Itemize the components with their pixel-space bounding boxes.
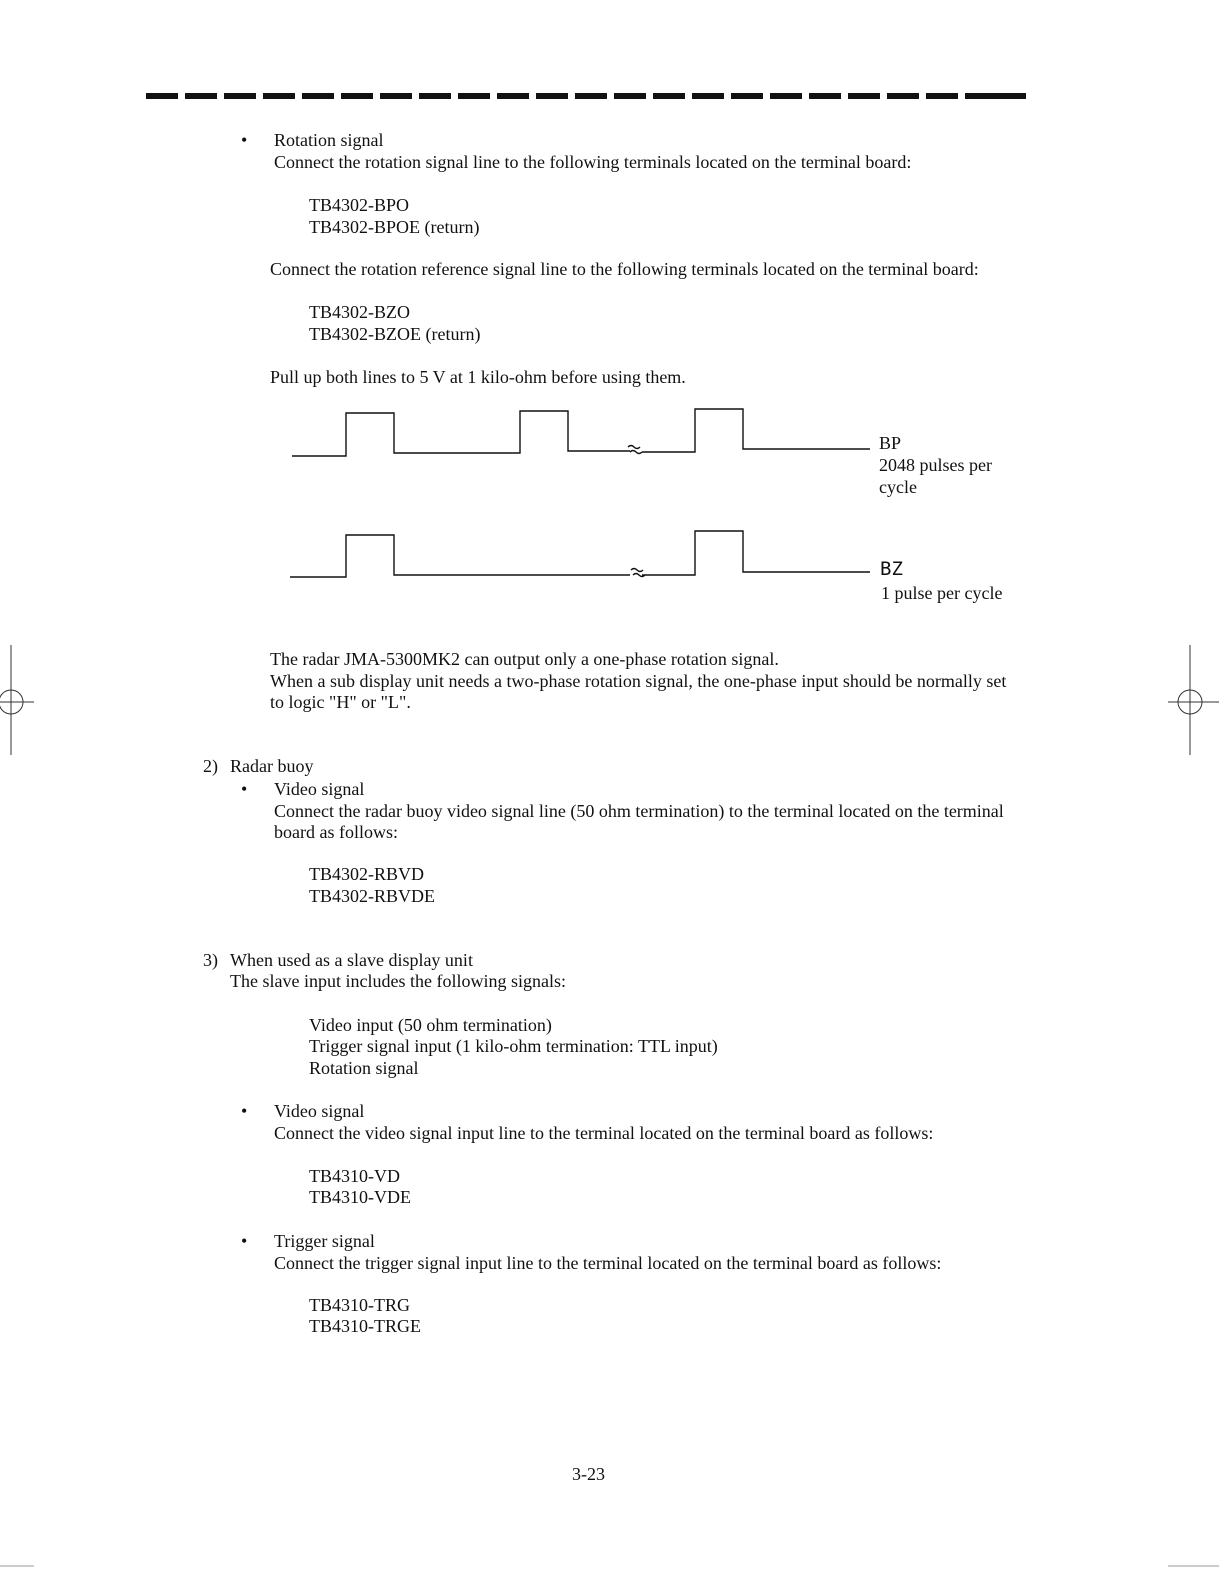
section3-title: When used as a slave display unit bbox=[230, 950, 473, 970]
pulse-waveform-diagram bbox=[0, 0, 1219, 620]
terminal-bzo: TB4302-BZO bbox=[309, 302, 410, 322]
bullet-icon: • bbox=[241, 779, 248, 799]
slave-trigger-text: Connect the trigger signal input line to the terminal located on the terminal board as follows: bbox=[274, 1253, 942, 1273]
radar-buoy-text-line1: Connect the radar buoy video signal line (50 ohm termination) to the terminal located on the terminal bbox=[274, 801, 1004, 821]
terminal-trge: TB4310-TRGE bbox=[309, 1316, 421, 1336]
terminal-bpo: TB4302-BPO bbox=[309, 195, 410, 215]
slave-video-text: Connect the video signal input line to the terminal located on the terminal board as follows: bbox=[274, 1123, 934, 1143]
rotation-signal-title: Rotation signal bbox=[274, 130, 384, 150]
bz-waveform bbox=[290, 535, 630, 577]
bottom-trim-marks bbox=[0, 1560, 1219, 1582]
bp-label: BP bbox=[879, 433, 902, 453]
terminal-bpoe: TB4302-BPOE (return) bbox=[309, 217, 480, 237]
radar-buoy-video-title: Video signal bbox=[274, 779, 365, 799]
slave-signal-item: Rotation signal bbox=[309, 1058, 419, 1078]
bp-break-mark-icon bbox=[628, 446, 642, 454]
slave-video-title: Video signal bbox=[274, 1101, 365, 1121]
page-number: 3-23 bbox=[572, 1464, 605, 1484]
bz-label: BZ bbox=[880, 558, 903, 580]
section2-number: 2) bbox=[203, 756, 218, 776]
bp-description-line2: cycle bbox=[879, 477, 917, 497]
bp-waveform-tail bbox=[642, 409, 870, 452]
registration-mark-right-icon bbox=[1168, 645, 1219, 755]
bullet-icon: • bbox=[241, 130, 248, 150]
one-phase-note-line2: When a sub display unit needs a two-phase rotation signal, the one-phase input should be normally set bbox=[270, 671, 1007, 691]
bp-description-line1: 2048 pulses per bbox=[879, 455, 992, 475]
terminal-rbvde: TB4302-RBVDE bbox=[309, 886, 435, 906]
terminal-rbvd: TB4302-RBVD bbox=[309, 864, 425, 884]
rotation-reference-intro: Connect the rotation reference signal line to the following terminals located on the terminal board: bbox=[270, 259, 979, 279]
one-phase-note-line1: The radar JMA-5300MK2 can output only a one-phase rotation signal. bbox=[270, 649, 779, 669]
slave-signal-item: Trigger signal input (1 kilo-ohm termination: TTL input) bbox=[309, 1036, 718, 1056]
terminal-bzoe: TB4302-BZOE (return) bbox=[309, 324, 481, 344]
terminal-trg: TB4310-TRG bbox=[309, 1295, 410, 1315]
bz-description: 1 pulse per cycle bbox=[881, 583, 1003, 603]
pullup-note: Pull up both lines to 5 V at 1 kilo-ohm before using them. bbox=[270, 367, 686, 387]
terminal-vd: TB4310-VD bbox=[309, 1166, 400, 1186]
registration-mark-left-icon bbox=[0, 645, 36, 755]
bp-waveform bbox=[292, 411, 630, 456]
terminal-vde: TB4310-VDE bbox=[309, 1187, 411, 1207]
slave-trigger-title: Trigger signal bbox=[274, 1231, 375, 1251]
radar-buoy-text-line2: board as follows: bbox=[274, 822, 398, 842]
section3-number: 3) bbox=[203, 950, 218, 970]
section2-title: Radar buoy bbox=[230, 756, 314, 776]
section3-intro: The slave input includes the following signals: bbox=[230, 971, 566, 991]
rotation-signal-intro: Connect the rotation signal line to the following terminals located on the terminal board: bbox=[274, 152, 912, 172]
slave-signal-item: Video input (50 ohm termination) bbox=[309, 1015, 552, 1035]
one-phase-note-line3: to logic "H" or "L". bbox=[270, 692, 411, 712]
bz-waveform-tail bbox=[642, 531, 870, 575]
bullet-icon: • bbox=[241, 1101, 248, 1121]
bullet-icon: • bbox=[241, 1231, 248, 1251]
